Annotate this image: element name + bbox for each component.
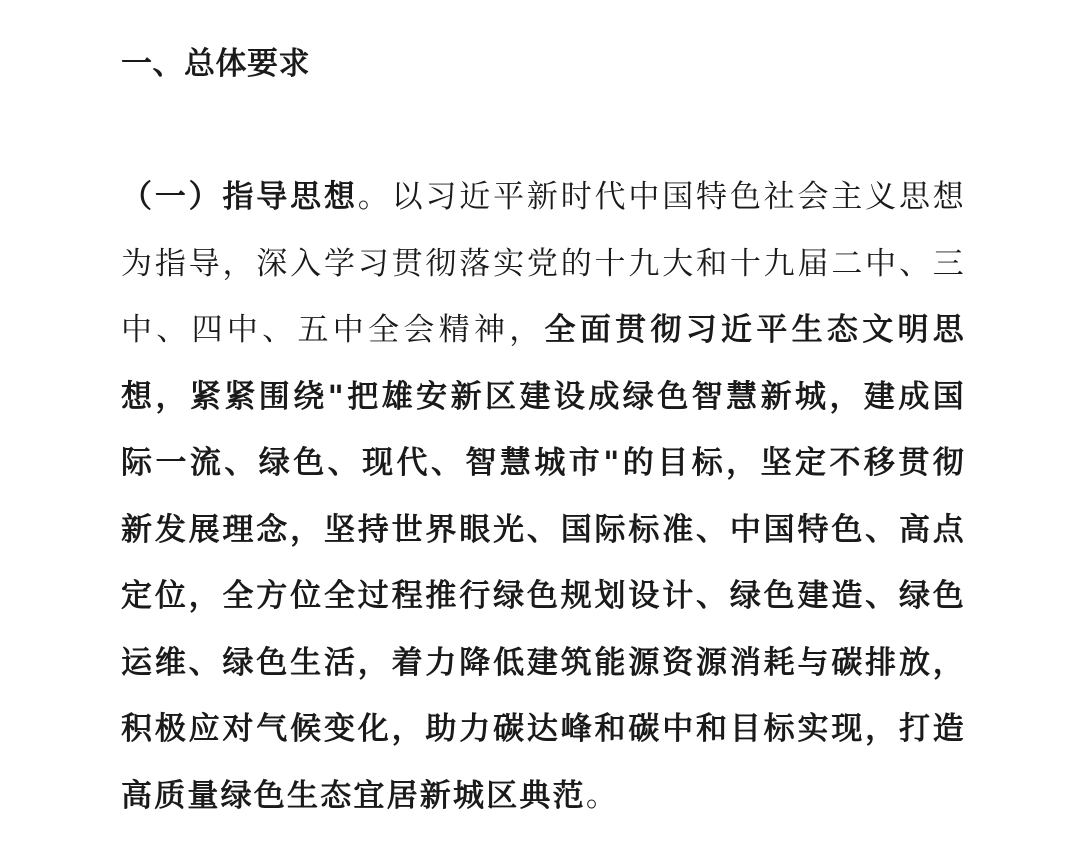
guiding-ideology-paragraph — [121, 164, 966, 829]
paragraph-emphasis-text: 全面贯彻习近平生态文明思想，紧紧围绕"把雄安新区建设成绿色智慧新城，建成国际一流、绿色、现代、智慧城市"的目标，坚定不移贯彻新发展理念，坚持世界眼光、国际标准、中国特色、高点定位，全方位全过程推行绿色规划设计、绿色建造、绿色运维、绿色生活，着力降低建筑能源资源消耗与碳排放，积极应对气候变化，助力碳达峰和碳中和目标实现，打造高质量绿色生态宜居新城区典范 — [121, 312, 966, 814]
paragraph-end-punctuation: 。 — [585, 777, 620, 814]
paragraph-intro-text: 以习近平新时代中国特色社会主义思想为指导，深入学习贯彻落实党的十九大和十九届二中、三中、四中、五中全会精神， — [121, 179, 966, 348]
label-punctuation: 。 — [357, 179, 392, 215]
section-heading: 一、总体要求 — [121, 46, 310, 82]
paragraph-label: （一）指导思想 — [121, 179, 358, 215]
